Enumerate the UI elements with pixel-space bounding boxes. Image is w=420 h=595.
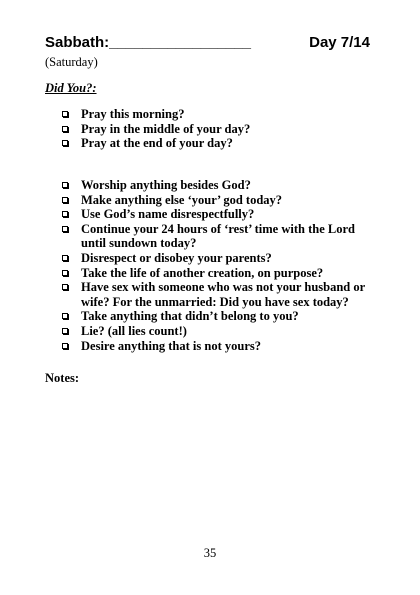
checklist-item: [61, 107, 381, 122]
prayer-checklist: [61, 107, 381, 151]
checklist-item-label: Pray in the middle of your day?: [81, 121, 251, 136]
sabbath-title: Sabbath:_________________: [45, 34, 251, 51]
checklist-item: [61, 136, 381, 151]
checklist-item-label: Use God’s name disrespectfully?: [81, 207, 255, 222]
checkbox-icon[interactable]: [62, 313, 68, 319]
checklist-item: [61, 280, 381, 309]
checkbox-icon[interactable]: [62, 211, 68, 217]
checklist-item-label: Have sex with someone who was not your husband or wife? For the unmarried: Did you have sex today?: [81, 280, 365, 309]
checkbox-icon[interactable]: [62, 226, 68, 232]
checklist-item: [61, 324, 381, 339]
checkbox-icon[interactable]: [62, 197, 68, 203]
checklist-item: [61, 122, 381, 137]
checklist-item: [61, 193, 381, 208]
checklist-item: [61, 207, 381, 222]
checkbox-icon[interactable]: [62, 111, 68, 117]
checklist-item: [61, 251, 381, 266]
checklist-item: [61, 309, 381, 324]
checklist-item: [61, 266, 381, 281]
checkbox-icon[interactable]: [62, 140, 68, 146]
checklist-item-label: Disrespect or disobey your parents?: [81, 250, 272, 265]
checklist-item-label: Continue your 24 hours of ‘rest’ time with the Lord until sundown today?: [81, 221, 355, 251]
checklist-item-label: Desire anything that is not yours?: [81, 338, 261, 353]
checkbox-icon[interactable]: [62, 284, 68, 290]
checklist-item-label: Pray this morning?: [81, 107, 185, 121]
checklist-item: [61, 178, 381, 193]
section-title: Did You?:: [45, 81, 97, 95]
page-number: 35: [203, 546, 217, 560]
checkbox-icon[interactable]: [62, 255, 68, 261]
checklist-item-label: Take the life of another creation, on purpose?: [81, 265, 324, 280]
commandments-checklist: [61, 178, 381, 353]
checklist-item-label: Pray at the end of your day?: [81, 136, 233, 151]
day-counter: Day 7/14: [309, 34, 370, 51]
checklist-item: [61, 339, 381, 354]
checkbox-icon[interactable]: [62, 182, 68, 188]
notes-label: Notes:: [45, 371, 80, 385]
day-subtitle: (Saturday): [45, 55, 98, 69]
checklist-item-label: Worship anything besides God?: [81, 178, 251, 192]
checklist-item-label: Take anything that didn’t belong to you?: [81, 309, 299, 324]
checkbox-icon[interactable]: [62, 328, 68, 334]
page-header: [45, 34, 370, 54]
checkbox-icon[interactable]: [62, 270, 68, 276]
checklist-item-label: Make anything else ‘your’ god today?: [81, 192, 283, 207]
checklist-item: [61, 222, 381, 251]
checkbox-icon[interactable]: [62, 343, 68, 349]
checkbox-icon[interactable]: [62, 126, 68, 132]
checklist-item-label: Lie? (all lies count!): [81, 323, 187, 338]
